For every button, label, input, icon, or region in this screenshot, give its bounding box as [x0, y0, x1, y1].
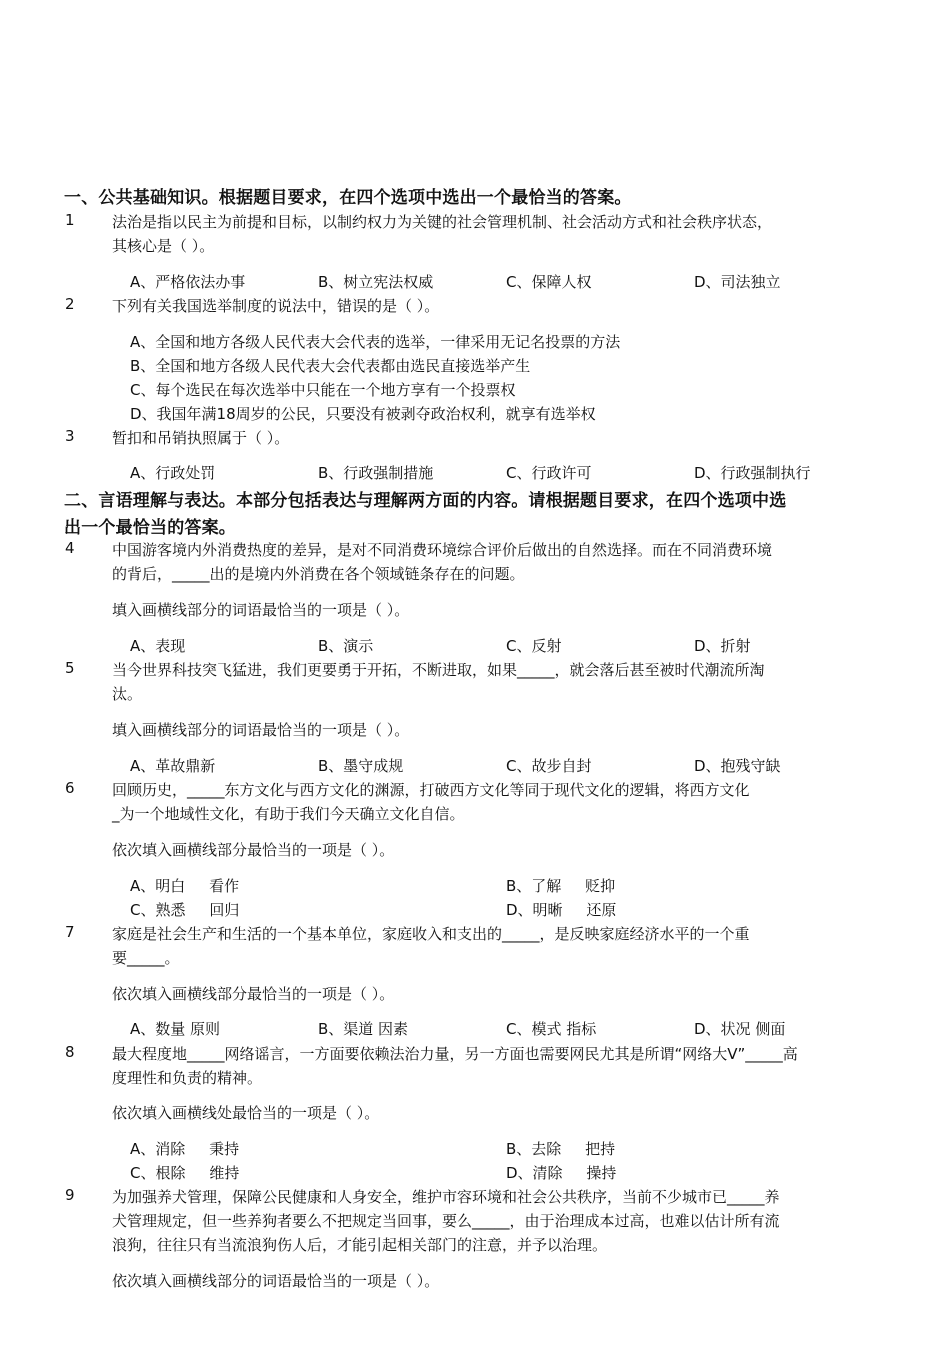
question-text: 其核心是（ ）。	[112, 237, 215, 255]
option-a: A、数量 原则	[130, 1020, 221, 1038]
option-c: C、故步自封	[506, 757, 592, 775]
question-text: 要_____。	[112, 949, 180, 967]
option-b: B、全国和地方各级人民代表大会代表都由选民直接选举产生	[130, 357, 531, 375]
option-a: A、表现	[130, 637, 186, 655]
option-d: D、我国年满18周岁的公民，只要没有被剥夺政治权利，就享有选举权	[130, 405, 596, 423]
question-number: 5	[65, 659, 75, 677]
option-c: C、模式 指标	[506, 1020, 597, 1038]
option-a: A、明白 看作	[130, 877, 240, 895]
option-d: D、清除 操持	[506, 1164, 617, 1182]
option-d: D、司法独立	[694, 273, 781, 291]
question-text: 浪狗，往往只有当流浪狗伤人后，才能引起相关部门的注意，并予以治理。	[112, 1236, 608, 1254]
question-number: 2	[65, 295, 75, 313]
option-d: D、抱残守缺	[694, 757, 781, 775]
option-d: D、折射	[694, 637, 751, 655]
question-number: 6	[65, 779, 75, 797]
option-a: A、革故鼎新	[130, 757, 216, 775]
question-text: 家庭是社会生产和生活的一个基本单位，家庭收入和支出的_____，是反映家庭经济水平的一个重	[112, 925, 750, 943]
question-prompt: 依次填入画横线处最恰当的一项是（ ）。	[112, 1104, 380, 1122]
question-prompt: 依次填入画横线部分的词语最恰当的一项是（ ）。	[112, 1272, 440, 1290]
question-prompt: 填入画横线部分的词语最恰当的一项是（ ）。	[112, 721, 410, 739]
option-b: B、行政强制措施	[318, 464, 434, 482]
question-number: 1	[65, 211, 75, 229]
question-text: 最大程度地_____网络谣言，一方面要依赖法治力量，另一方面也需要网民尤其是所谓“网络大V”_____高	[112, 1045, 798, 1063]
section-heading-2: 二、言语理解与表达。本部分包括表达与理解两方面的内容。请根据题目要求，在四个选项中选	[64, 491, 787, 511]
question-number: 9	[65, 1186, 75, 1204]
section-heading-2-cont: 出一个最恰当的答案。	[64, 518, 236, 538]
option-b: B、去除 把持	[506, 1140, 616, 1158]
option-d: D、明晰 还原	[506, 901, 617, 919]
question-text: 中国游客境内外消费热度的差异，是对不同消费环境综合评价后做出的自然选择。而在不同消费环境	[112, 541, 773, 559]
question-number: 7	[65, 923, 75, 941]
option-a: A、全国和地方各级人民代表大会代表的选举，一律采用无记名投票的方法	[130, 333, 621, 351]
question-text: 下列有关我国选举制度的说法中，错误的是（ ）。	[112, 297, 440, 315]
question-prompt: 填入画横线部分的词语最恰当的一项是（ ）。	[112, 601, 410, 619]
question-text: 当今世界科技突飞猛进，我们更要勇于开拓，不断进取，如果_____，就会落后甚至被时代潮流所淘	[112, 661, 765, 679]
option-a: A、消除 秉持	[130, 1140, 240, 1158]
option-c: C、行政许可	[506, 464, 592, 482]
question-text: 的背后，_____出的是境内外消费在各个领域链条存在的问题。	[112, 565, 525, 583]
question-prompt: 依次填入画横线部分最恰当的一项是（ ）。	[112, 985, 395, 1003]
question-text: 汰。	[112, 685, 143, 703]
option-b: B、了解 贬抑	[506, 877, 616, 895]
option-a: A、严格依法办事	[130, 273, 246, 291]
question-number: 8	[65, 1043, 75, 1061]
question-text: 为加强养犬管理，保障公民健康和人身安全，维护市容环境和社会公共秩序，当前不少城市已_____养	[112, 1188, 780, 1206]
option-c: C、反射	[506, 637, 562, 655]
option-a: A、行政处罚	[130, 464, 216, 482]
question-text: 回顾历史，_____东方文化与西方文化的渊源，打破西方文化等同于现代文化的逻辑，将西方文化	[112, 781, 750, 799]
option-c: C、根除 维持	[130, 1164, 240, 1182]
question-text: 法治是指以民主为前提和目标，以制约权力为关键的社会管理机制、社会活动方式和社会秩序状态，	[112, 213, 773, 231]
option-b: B、渠道 因素	[318, 1020, 409, 1038]
question-number: 3	[65, 427, 75, 445]
section-heading-1: 一、公共基础知识。根据题目要求，在四个选项中选出一个最恰当的答案。	[64, 188, 632, 208]
question-text: 犬管理规定，但一些养狗者要么不把规定当回事，要么_____，由于治理成本过高，也难以估计所有流	[112, 1212, 780, 1230]
option-d: D、行政强制执行	[694, 464, 811, 482]
question-prompt: 依次填入画横线部分最恰当的一项是（ ）。	[112, 841, 395, 859]
question-text: 度理性和负责的精神。	[112, 1069, 263, 1087]
question-text: 暂扣和吊销执照属于（ ）。	[112, 429, 290, 447]
option-c: C、保障人权	[506, 273, 592, 291]
option-b: B、树立宪法权威	[318, 273, 434, 291]
question-number: 4	[65, 539, 75, 557]
option-b: B、墨守成规	[318, 757, 404, 775]
option-c: C、每个选民在每次选举中只能在一个地方享有一个投票权	[130, 381, 516, 399]
option-b: B、演示	[318, 637, 374, 655]
option-d: D、状况 侧面	[694, 1020, 786, 1038]
question-text: _为一个地域性文化，有助于我们今天确立文化自信。	[112, 805, 465, 823]
option-c: C、熟悉 回归	[130, 901, 240, 919]
